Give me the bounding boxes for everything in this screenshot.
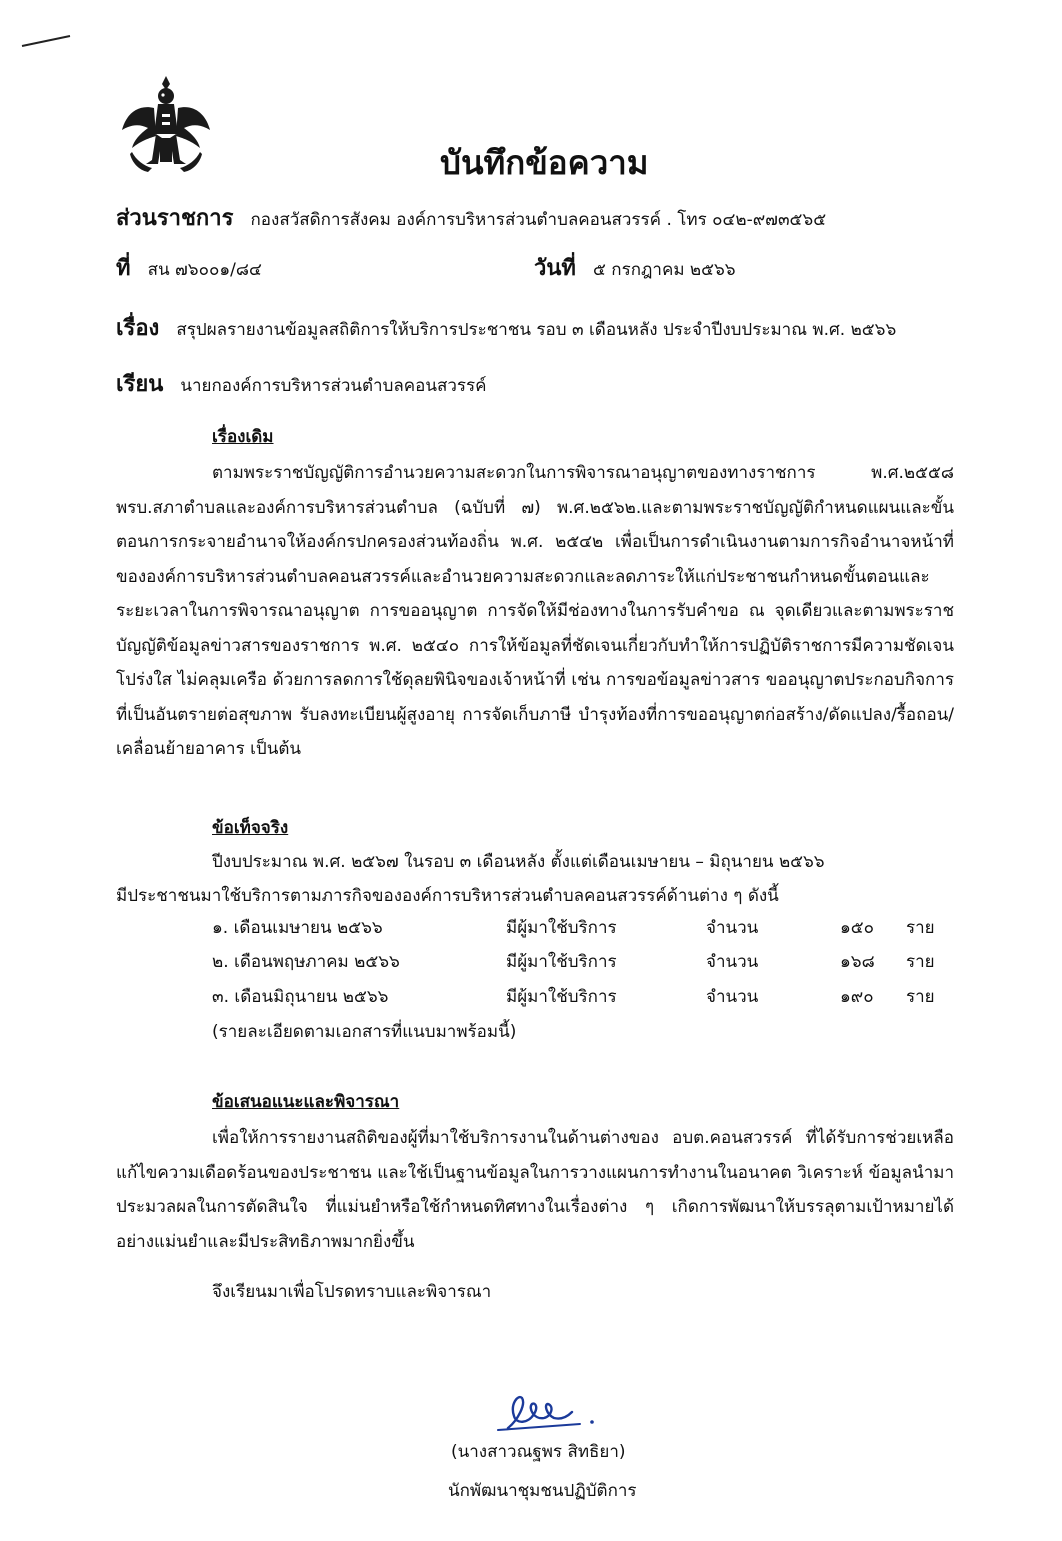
facts-intro-line-1: ปีงบประมาณ พ.ศ. ๒๕๖๗ ในรอบ ๓ เดือนหลัง ตั้งแต่เดือนเมษายน – มิถุนายน ๒๕๖๖ <box>212 852 825 872</box>
reference-label: ที่ <box>116 256 131 281</box>
usage-row-count-label: จำนวน <box>706 952 759 972</box>
usage-row-desc: มีผู้มาใช้บริการ <box>506 918 617 938</box>
usage-row-month: ๓. เดือนมิถุนายน ๒๕๖๖ <box>212 987 389 1007</box>
facts-intro-line-2: มีประชาชนมาใช้บริการตามภารกิจขององค์การบริหารส่วนตำบลคอนสวรรค์ด้านต่าง ๆ ดังนี้ <box>116 886 779 906</box>
usage-row-count-label: จำนวน <box>706 987 759 1007</box>
usage-row-count: ๑๖๘ <box>840 952 875 972</box>
reference-row <box>116 250 262 285</box>
agency-label: ส่วนราชการ <box>116 206 234 231</box>
date-value: ๕ กรกฎาคม ๒๕๖๖ <box>593 260 736 280</box>
usage-row-desc: มีผู้มาใช้บริการ <box>506 987 617 1007</box>
usage-row-unit: ราย <box>906 987 935 1007</box>
date-row <box>534 250 736 285</box>
facts-heading: ข้อเท็จจริง <box>212 818 289 838</box>
closing-line: จึงเรียนมาเพื่อโปรดทราบและพิจารณา <box>212 1282 492 1302</box>
recipient-row <box>116 366 487 401</box>
usage-row-desc: มีผู้มาใช้บริการ <box>506 952 617 972</box>
memo-title: บันทึกข้อความ <box>440 143 649 182</box>
agency-value: กองสวัสดิการสังคม องค์การบริหารส่วนตำบลคอนสวรรค์ . โทร ๐๔๒-๙๗๓๕๖๕ <box>250 210 827 230</box>
proposal-paragraph: เพื่อให้การรายงานสถิติของผู้ที่มาใช้บริการงานในด้านต่างของ อบต.คอนสวรรค์ ที่ได้รับการช่วยเหลือแก้ไขความเดือดร้อนของประชาชน และใช้เป็นฐานข้อมูลในการวางแผนการทำงานในอนาคต วิเคราะห์ ข้อมูลนำมาประมวลผลในการตัดสินใจ ที่แม่นยำหรือใช้กำหนดทิศทางในเรื่องต่าง ๆ เกิดการพัฒนาให้บรรลุตามเป้าหมายได้อย่างแม่นยำและมีประสิทธิภาพมากยิ่งขึ้น <box>116 1128 954 1252</box>
handwritten-signature <box>488 1390 608 1440</box>
usage-row-count-label: จำนวน <box>706 918 759 938</box>
usage-row-count: ๑๕๐ <box>840 918 875 938</box>
pen-stroke-mark <box>20 30 80 50</box>
usage-row-unit: ราย <box>906 952 935 972</box>
subject-value: สรุปผลรายงานข้อมูลสถิติการให้บริการประชาชน รอบ ๓ เดือนหลัง ประจำปีงบประมาณ พ.ศ. ๒๕๖๖ <box>176 320 897 340</box>
recipient-value: นายกองค์การบริหารส่วนตำบลคอนสวรรค์ <box>180 376 487 396</box>
recipient-label: เรียน <box>116 372 164 397</box>
usage-row-count: ๑๙๐ <box>840 987 874 1007</box>
background-paragraph: ตามพระราชบัญญัติการอำนวยความสะดวกในการพิจารณาอนุญาตของทางราชการ พ.ศ.๒๕๕๘ พรบ.สภาตำบลและองค์การบริหารส่วนตำบล (ฉบับที่ ๗) พ.ศ.๒๕๖๒.และตามพระราชบัญญัติกำหนดแผนและขั้นตอนการกระจายอำนาจให้องค์กรปกครองส่วนท้องถิ่น พ.ศ. ๒๕๔๒ เพื่อเป็นการดำเนินงานตามการกิจอำนาจหน้าที่ขององค์การบริหารส่วนตำบลคอนสวรรค์และอำนวยความสะดวกและลดภาระให้แก่ประชาชนกำหนดขั้นตอนและระยะเวลาในการพิจารณาอนุญาต การขออนุญาต การจัดให้มีช่องทางในการรับคำขอ ณ จุดเดียวและตามพระราชบัญญัติข้อมูลข่าวสารของราชการ พ.ศ. ๒๕๔๐ การให้ข้อมูลที่ชัดเจนเกี่ยวกับทำให้การปฏิบัติราชการมีความชัดเจนโปร่งใส ไม่คลุมเครือ ด้วยการลดการใช้ดุลยพินิจของเจ้าหน้าที่ เช่น การขอข้อมูลข่าวสาร ขออนุญาตประกอบกิจการที่เป็นอันตรายต่อสุขภาพ รับลงทะเบียนผู้สูงอายุ การจัดเก็บภาษี บำรุงท้องที่การขออนุญาตก่อสร้าง/ดัดแปลง/รื้อถอน/เคลื่อนย้ายอาคาร เป็นต้น <box>116 463 954 759</box>
usage-row-month: ๒. เดือนพฤษภาคม ๒๕๖๖ <box>212 952 400 972</box>
attachment-note: (รายละเอียดตามเอกสารที่แนบมาพร้อมนี้) <box>212 1022 517 1042</box>
usage-row-unit: ราย <box>906 918 935 938</box>
usage-row-month: ๑. เดือนเมษายน ๒๕๖๖ <box>212 918 383 938</box>
signer-name: (นางสาวณฐพร สิทธิยา) <box>451 1442 626 1462</box>
date-label: วันที่ <box>534 256 576 281</box>
background-heading: เรื่องเดิม <box>212 427 274 447</box>
reference-number: สน ๗๖๐๐๑/๘๔ <box>147 260 262 280</box>
agency-row <box>116 200 826 235</box>
proposal-heading: ข้อเสนอแนะและพิจารณา <box>212 1092 400 1112</box>
signer-position: นักพัฒนาชุมชนปฏิบัติการ <box>448 1481 637 1501</box>
subject-row <box>116 310 896 345</box>
subject-label: เรื่อง <box>116 316 160 341</box>
garuda-emblem-icon <box>118 74 214 174</box>
